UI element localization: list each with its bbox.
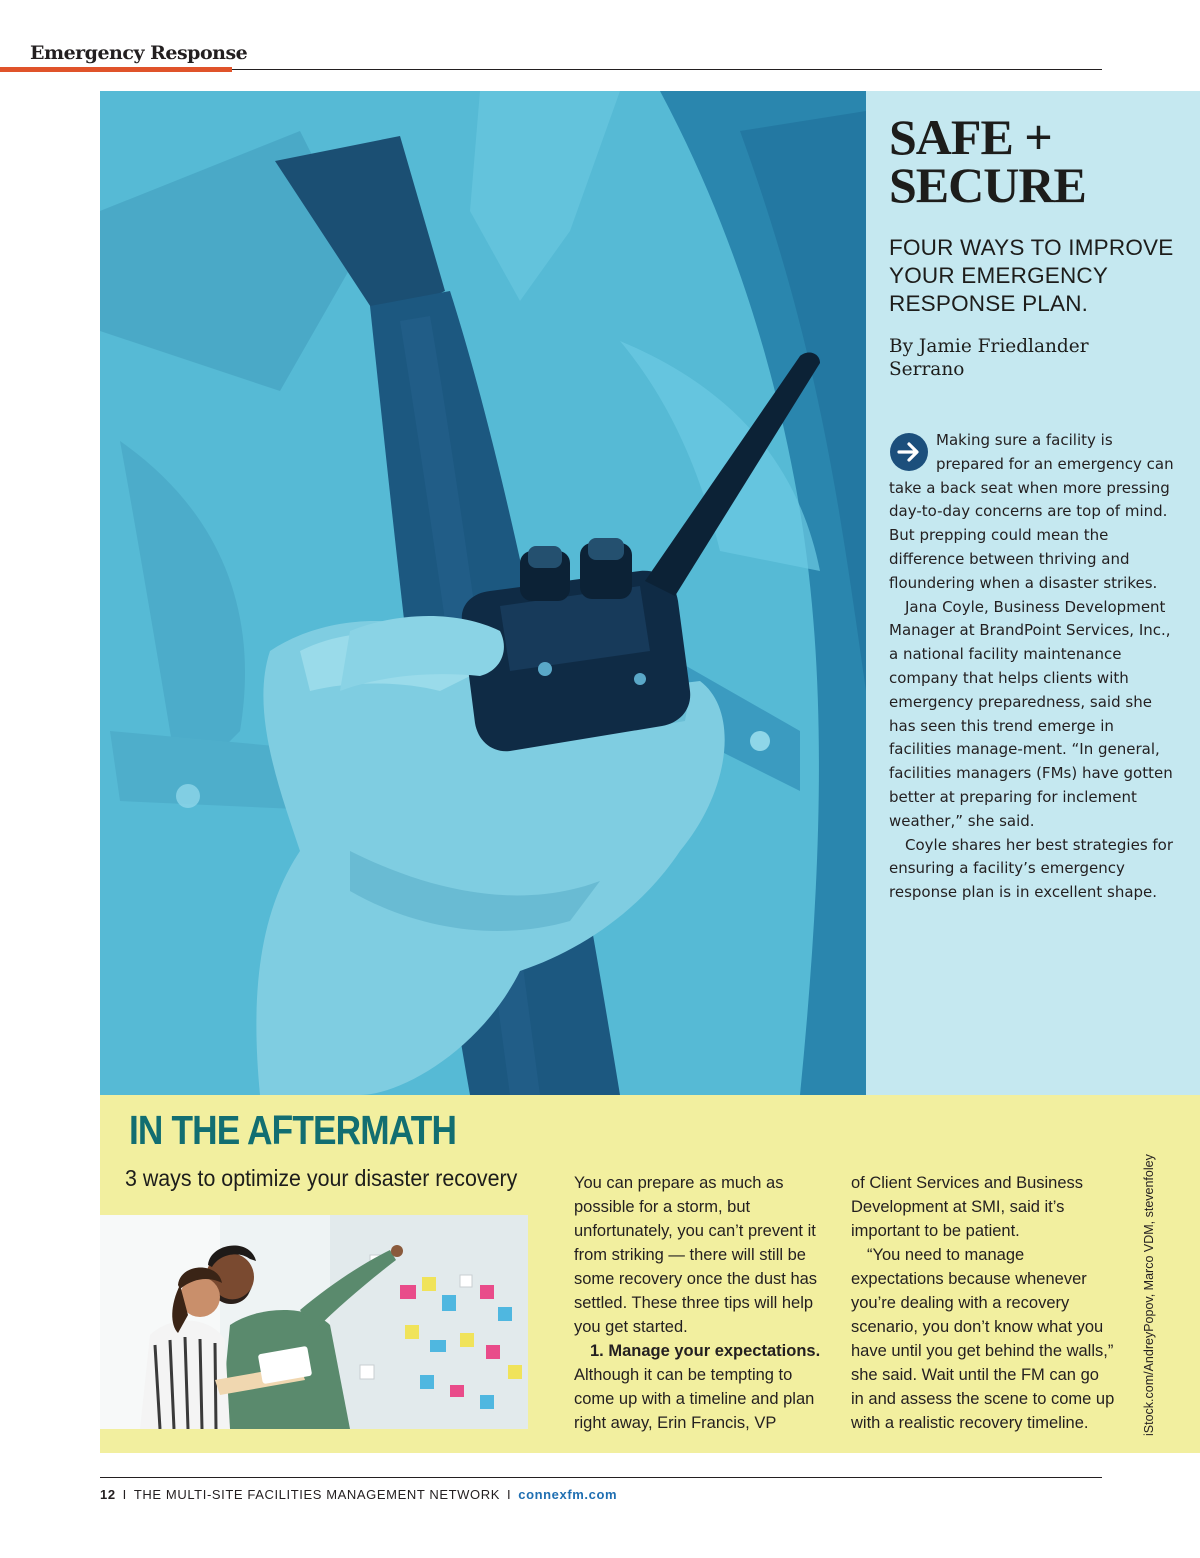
publication-url-link[interactable]: connexfm.com	[518, 1487, 618, 1502]
byline-line-2: Serrano	[889, 359, 965, 380]
footer-separator-2: I	[507, 1487, 512, 1502]
publication-name: THE MULTI-SITE FACILITIES MANAGEMENT NETWORK	[133, 1487, 501, 1502]
header-rule	[232, 69, 1102, 70]
sidebar-column-1	[574, 1171, 824, 1435]
sidebar-intro-text: You can prepare as much as possible for a storm, but unfortunately, you can’t prevent it from striking — there will still be some recovery once the dust has settled. These three tips will help you get started.	[574, 1174, 818, 1336]
hero-photo	[100, 91, 866, 1095]
photo-credit	[1142, 1146, 1162, 1436]
article-body	[889, 429, 1178, 905]
arrow-right-circle-icon	[889, 432, 929, 472]
security-guard-illustration	[100, 91, 866, 1095]
sidebar-col2-paragraph-1: of Client Services and Business Development at SMI, said it’s important to be patient.	[851, 1174, 1084, 1240]
colleagues-whiteboard-illustration	[100, 1215, 528, 1429]
article-paragraph-1: Making sure a facility is prepared for an emergency can take a back seat when more pressing day-to-day concerns are top of mind. But prepping could mean the difference between thriving and floundering when a disaster strikes.	[889, 431, 1174, 592]
article-deck: FOUR WAYS TO IMPROVE YOUR EMERGENCY RESPONSE PLAN.	[889, 235, 1174, 316]
tip-1-text: Although it can be tempting to come up with a timeline and plan right away, Erin Francis, VP	[574, 1366, 815, 1432]
footer-rule	[100, 1477, 1102, 1478]
article-paragraph-2: Jana Coyle, Business Development Manager at BrandPoint Services, Inc., a national facility maintenance company that helps clients with emergency preparedness, said she has seen this trend emerge in facilities manage-ment. “In general, facilities managers (FMs) have gotten better at preparing for inclement weather,” she said.	[889, 597, 1173, 830]
article-paragraph-3: Coyle shares her best strategies for ensuring a facility’s emergency response plan is in excellent shape.	[889, 835, 1174, 902]
sidebar-col2-paragraph-2: “You need to manage expectations because whenever you’re dealing with a recovery scenario, you don’t know what you have until you get behind the walls,” she said. Wait until the FM can go in and assess the scene to come up with a realistic recovery timeline.	[851, 1246, 1115, 1432]
footer-separator: I	[122, 1487, 127, 1502]
page-number: 12	[100, 1487, 116, 1502]
byline-line-1: By Jamie Friedlander	[889, 336, 1089, 357]
intro-panel	[866, 91, 1200, 1095]
tip-1-paragraph	[574, 1339, 824, 1435]
aftermath-sidebar	[100, 1095, 1200, 1453]
headline-line-1: SAFE +	[889, 109, 1052, 165]
section-accent-bar	[0, 67, 232, 72]
article-byline	[889, 335, 1178, 381]
sidebar-column-2	[851, 1171, 1116, 1435]
photo-credit-text: iStock.com/AndreyPopov, Marco VDM, stevenfoley	[1142, 1154, 1156, 1436]
section-label: Emergency Response	[30, 42, 248, 64]
sidebar-title: IN THE AFTERMATH	[129, 1107, 457, 1153]
page-footer	[100, 1487, 617, 1502]
sidebar-photo	[100, 1215, 528, 1429]
sidebar-subtitle: 3 ways to optimize your disaster recovery	[125, 1165, 518, 1191]
headline-line-2: SECURE	[889, 157, 1086, 213]
article-headline	[889, 109, 1178, 213]
tip-1-heading: 1. Manage your expectations.	[590, 1342, 821, 1360]
